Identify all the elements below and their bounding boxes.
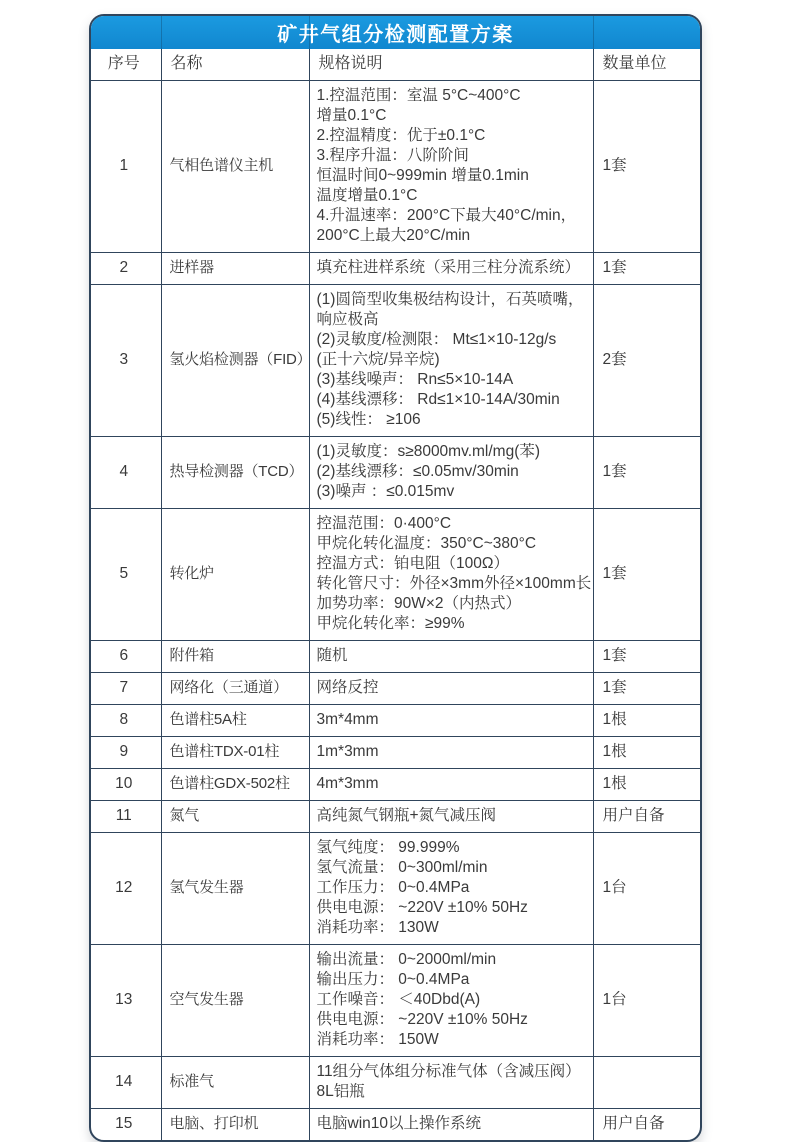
spec-line: (5)线性： ≥106 [316, 411, 421, 428]
spec-line: 增量0.1°C [316, 107, 387, 124]
item-name-cell: 空气发生器 [161, 945, 309, 1057]
table-header-row [91, 49, 700, 81]
spec-line: (2)基线漂移：≤0.05mv/30min [316, 463, 519, 480]
spec-line: (2)灵敏度/检测限： Mt≤1×10-12g/s [316, 331, 557, 348]
spec-line: 响应极高 [316, 311, 379, 328]
quantity-cell [593, 1057, 700, 1109]
item-name-cell: 氮气 [161, 801, 309, 833]
spec-line: 高纯氮气钢瓶+氮气减压阀 [316, 807, 497, 824]
spec-cell [309, 945, 593, 1057]
item-name-cell: 网络化（三通道） [161, 673, 309, 705]
quantity-cell: 1台 [593, 945, 700, 1057]
spec-cell [309, 81, 593, 253]
item-name-cell: 电脑、打印机 [161, 1109, 309, 1141]
spec-line: 工作噪音： ＜40Dbd(A) [316, 991, 481, 1008]
spec-line: 200°C上最大20°C/min [316, 227, 471, 244]
item-name-cell: 附件箱 [161, 641, 309, 673]
spec-line: (4)基线漂移： Rd≤1×10-14A/30min [316, 391, 560, 408]
spec-table [91, 49, 700, 1140]
spec-cell [309, 705, 593, 737]
spec-cell [309, 833, 593, 945]
spec-cell [309, 437, 593, 509]
spec-line: 4.升温速率：200°C下最大40°C/min， [316, 207, 577, 224]
column-header-name: 名称 [161, 49, 309, 81]
spec-cell [309, 769, 593, 801]
spec-line: 2.控温精度：优于±0.1°C [316, 127, 486, 144]
item-name-cell: 转化炉 [161, 509, 309, 641]
item-name-cell: 气相色谱仪主机 [161, 81, 309, 253]
row-number-cell: 7 [91, 673, 161, 705]
quantity-cell: 1套 [593, 641, 700, 673]
item-name-cell: 热导检测器（TCD） [161, 437, 309, 509]
row-number-cell: 14 [91, 1057, 161, 1109]
title-column-divider [309, 16, 310, 49]
spec-line: (1)圆筒型收集极结构设计，石英喷嘴， [316, 291, 584, 308]
table-row [91, 253, 700, 285]
quantity-cell: 1套 [593, 81, 700, 253]
quantity-cell: 1根 [593, 769, 700, 801]
spec-line: 输出流量： 0~2000ml/min [316, 951, 497, 968]
spec-cell [309, 641, 593, 673]
spec-line: 供电电源： ~220V ±10% 50Hz [316, 1011, 528, 1028]
spec-cell [309, 253, 593, 285]
quantity-cell: 1套 [593, 673, 700, 705]
spec-line: (正十六烷/异辛烷) [316, 351, 440, 368]
table-row [91, 833, 700, 945]
item-name-cell: 进样器 [161, 253, 309, 285]
column-header-no: 序号 [91, 49, 161, 81]
quantity-cell: 用户自备 [593, 801, 700, 833]
row-number-cell: 4 [91, 437, 161, 509]
title-column-divider [593, 16, 594, 49]
quantity-cell: 1台 [593, 833, 700, 945]
spec-line: 加势功率：90W×2（内热式） [316, 595, 522, 612]
table-row [91, 1109, 700, 1141]
spec-line: 3.程序升温：八阶阶间 [316, 147, 469, 164]
spec-cell [309, 673, 593, 705]
spec-line: 温度增量0.1°C [316, 187, 418, 204]
quantity-cell: 2套 [593, 285, 700, 437]
row-number-cell: 6 [91, 641, 161, 673]
spec-line: (3)基线噪声： Rn≤5×10-14A [316, 371, 514, 388]
item-name-cell: 色谱柱TDX-01柱 [161, 737, 309, 769]
row-number-cell: 11 [91, 801, 161, 833]
spec-line: 氢气纯度： 99.999% [316, 839, 460, 856]
table-body [91, 49, 700, 1140]
spec-line: 甲烷化转化温度：350°C~380°C [316, 535, 537, 552]
row-number-cell: 1 [91, 81, 161, 253]
spec-line: 消耗功率： 130W [316, 919, 439, 936]
spec-line: 消耗功率： 150W [316, 1031, 439, 1048]
row-number-cell: 9 [91, 737, 161, 769]
table-row [91, 769, 700, 801]
item-name-cell: 氢气发生器 [161, 833, 309, 945]
spec-line: 11组分气体组分标准气体（含减压阀） [316, 1063, 581, 1080]
row-number-cell: 13 [91, 945, 161, 1057]
table-row [91, 81, 700, 253]
row-number-cell: 8 [91, 705, 161, 737]
title-column-divider [161, 16, 162, 49]
row-number-cell: 15 [91, 1109, 161, 1141]
row-number-cell: 2 [91, 253, 161, 285]
spec-line: 甲烷化转化率：≥99% [316, 615, 465, 632]
spec-line: 控温范围：0·400°C [316, 515, 452, 532]
page-title: 矿井气组分检测配置方案 [277, 23, 514, 46]
row-number-cell: 12 [91, 833, 161, 945]
spec-line: 3m*4mm [316, 711, 379, 728]
table-row [91, 437, 700, 509]
spec-line: 转化管尺寸：外径×3mm外径×100mm长 [316, 575, 592, 592]
table-row [91, 737, 700, 769]
row-number-cell: 3 [91, 285, 161, 437]
column-header-spec: 规格说明 [309, 49, 593, 81]
spec-line: 8L铝瓶 [316, 1083, 365, 1100]
table-row [91, 673, 700, 705]
quantity-cell: 1套 [593, 437, 700, 509]
quantity-cell: 1套 [593, 509, 700, 641]
column-header-qty: 数量单位 [593, 49, 700, 81]
table-title-bar [91, 16, 700, 49]
spec-line: 4m*3mm [316, 775, 379, 792]
table-row [91, 1057, 700, 1109]
spec-line: (1)灵敏度：s≥8000mv.ml/mg(苯) [316, 443, 541, 460]
spec-cell [309, 509, 593, 641]
spec-line: 网络反控 [316, 679, 379, 696]
table-row [91, 509, 700, 641]
item-name-cell: 色谱柱GDX-502柱 [161, 769, 309, 801]
quantity-cell: 1根 [593, 737, 700, 769]
item-name-cell: 色谱柱5A柱 [161, 705, 309, 737]
table-row [91, 641, 700, 673]
table-row [91, 945, 700, 1057]
spec-line: 输出压力： 0~0.4MPa [316, 971, 470, 988]
spec-line: 恒温时间0~999min 增量0.1min [316, 167, 529, 184]
spec-cell [309, 285, 593, 437]
spec-table-sheet [89, 14, 702, 1142]
table-row [91, 285, 700, 437]
spec-line: 供电电源： ~220V ±10% 50Hz [316, 899, 528, 916]
spec-line: 填充柱进样系统（采用三柱分流系统） [316, 259, 581, 276]
quantity-cell: 1根 [593, 705, 700, 737]
table-row [91, 801, 700, 833]
spec-cell [309, 737, 593, 769]
spec-line: 随机 [316, 647, 348, 664]
item-name-cell: 标准气 [161, 1057, 309, 1109]
table-row [91, 705, 700, 737]
spec-line: 工作压力： 0~0.4MPa [316, 879, 470, 896]
item-name-cell: 氢火焰检测器（FID） [161, 285, 309, 437]
row-number-cell: 5 [91, 509, 161, 641]
spec-line: 控温方式：铂电阻（100Ω） [316, 555, 509, 572]
spec-line: 氢气流量： 0~300ml/min [316, 859, 488, 876]
spec-line: 1.控温范围：室温 5°C~400°C [316, 87, 521, 104]
row-number-cell: 10 [91, 769, 161, 801]
spec-cell [309, 801, 593, 833]
spec-line: (3)噪声 ：≤0.015mv [316, 483, 455, 500]
quantity-cell: 用户自备 [593, 1109, 700, 1141]
spec-cell [309, 1109, 593, 1141]
spec-line: 电脑win10以上操作系统 [316, 1115, 481, 1132]
spec-cell [309, 1057, 593, 1109]
quantity-cell: 1套 [593, 253, 700, 285]
spec-line: 1m*3mm [316, 743, 379, 760]
